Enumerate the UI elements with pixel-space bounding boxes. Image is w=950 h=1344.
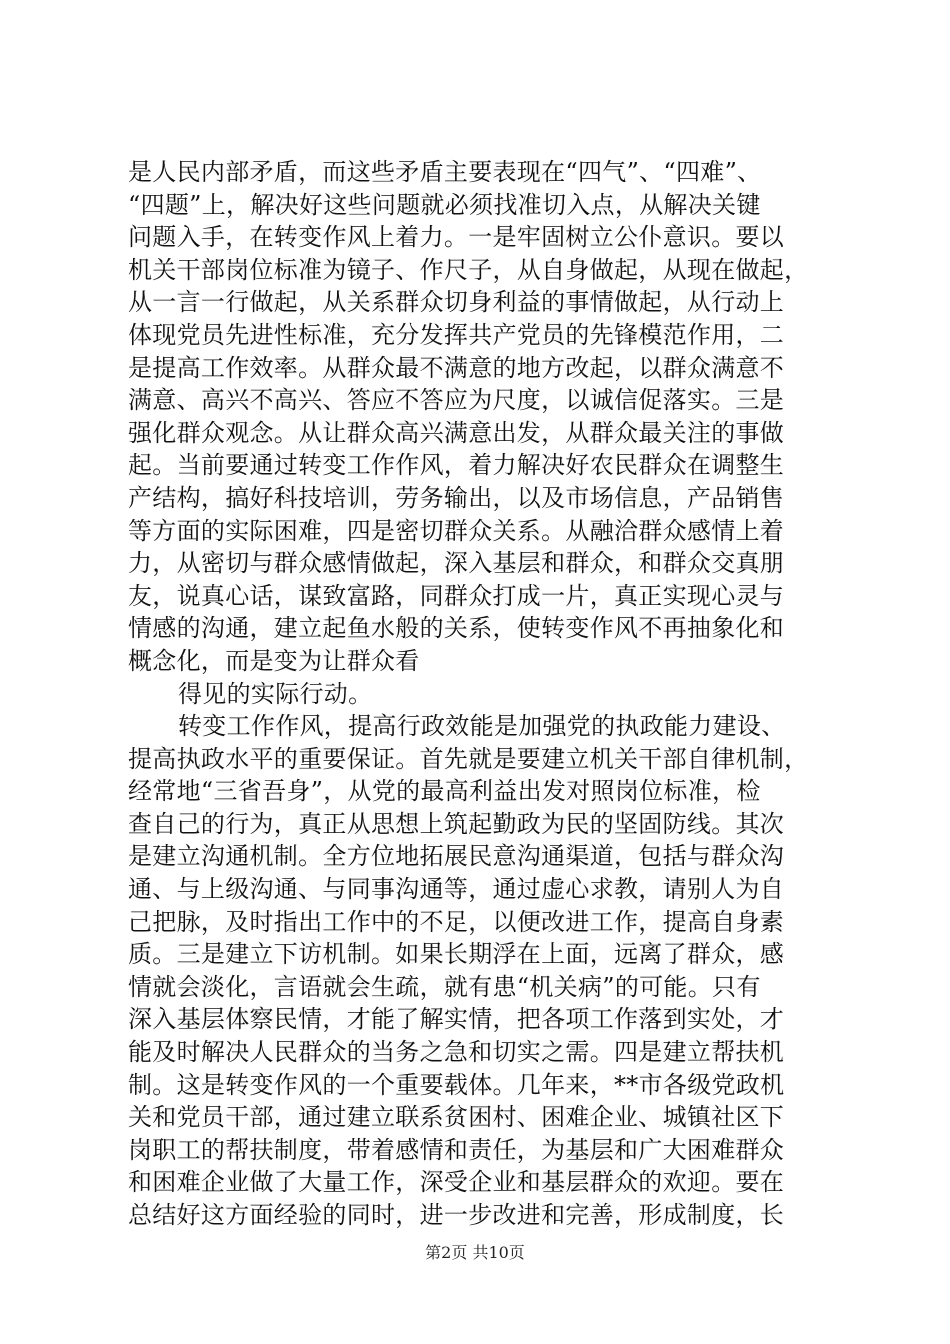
text-line: 机关干部岗位标准为镜子、作尺子，从自身做起，从现在做起，: [128, 255, 809, 284]
text-line: 提高执政水平的重要保证。首先就是要建立机关干部自律机制，: [128, 744, 809, 773]
text-line: “四题”上，解决好这些问题就必须找准切入点，从解决关键: [128, 190, 761, 219]
text-line: 经常地“三省吾身”，从党的最高利益出发对照岗位标准，检: [128, 777, 761, 806]
text-line: 制。这是转变作风的一个重要载体。几年来，**市各级党政机: [128, 1070, 785, 1099]
text-line: 问题入手，在转变作风上着力。一是牢固树立公仆意识。要以: [128, 223, 785, 252]
text-line: 查自己的行为，真正从思想上筑起勤政为民的坚固防线。其次: [128, 809, 785, 838]
text-line: 深入基层体察民情，才能了解实情，把各项工作落到实处，才: [128, 1005, 785, 1034]
text-line: 能及时解决人民群众的当务之急和切实之需。四是建立帮扶机: [128, 1038, 785, 1067]
page-number-footer: 第2页 共10页: [425, 1243, 525, 1262]
text-line: 岗职工的帮扶制度，带着感情和责任，为基层和广大困难群众: [128, 1135, 785, 1164]
text-line: 和困难企业做了大量工作，深受企业和基层群众的欢迎。要在: [128, 1168, 785, 1197]
text-line: 情感的沟通，建立起鱼水般的关系，使转变作风不再抽象化和: [128, 614, 785, 643]
text-line: 总结好这方面经验的同时，进一步改进和完善，形成制度，长: [128, 1201, 785, 1229]
text-line: 强化群众观念。从让群众高兴满意出发，从群众最关注的事做: [128, 418, 785, 447]
text-line: 体现党员先进性标准，充分发挥共产党员的先锋模范作用，二: [128, 320, 785, 349]
text-line: 力，从密切与群众感情做起，深入基层和群众，和群众交真朋: [128, 549, 785, 578]
text-line: 从一言一行做起，从关系群众切身利益的事情做起，从行动上: [128, 288, 785, 317]
text-line: 质。三是建立下访机制。如果长期浮在上面，远离了群众，感: [128, 940, 785, 969]
text-line: 情就会淡化，言语就会生疏，就有患“机关病”的可能。只有: [128, 972, 761, 1001]
text-line: 通、与上级沟通、与同事沟通等，通过虚心求教，请别人为自: [128, 875, 785, 904]
text-line: 关和党员干部，通过建立联系贫困村、困难企业、城镇社区下: [128, 1103, 785, 1132]
body-text: [128, 156, 828, 1232]
text-line: 是人民内部矛盾，而这些矛盾主要表现在“四气”、“四难”、: [128, 158, 762, 186]
text-line: 概念化，而是变为让群众看: [128, 646, 420, 675]
text-line: 是提高工作效率。从群众最不满意的地方改起，以群众满意不: [128, 353, 785, 382]
text-line: 等方面的实际困难，四是密切群众关系。从融洽群众感情上着: [128, 516, 785, 545]
text-line: 起。当前要通过转变工作作风，着力解决好农民群众在调整生: [128, 451, 785, 480]
text-line: 满意、高兴不高兴、答应不答应为尺度，以诚信促落实。三是: [128, 386, 785, 415]
text-line: 己把脉，及时指出工作中的不足，以便改进工作，提高自身素: [128, 907, 785, 936]
text-line: 产结构，搞好科技培训，劳务输出，以及市场信息，产品销售: [128, 483, 785, 512]
paragraph-start-line: 转变工作作风，提高行政效能是加强党的执政能力建设、: [178, 712, 786, 741]
text-line: 是建立沟通机制。全方位地拓展民意沟通渠道，包括与群众沟: [128, 842, 785, 871]
text-line: 友，说真心话，谋致富路，同群众打成一片，真正实现心灵与: [128, 581, 785, 610]
text-line: 得见的实际行动。: [178, 679, 373, 708]
